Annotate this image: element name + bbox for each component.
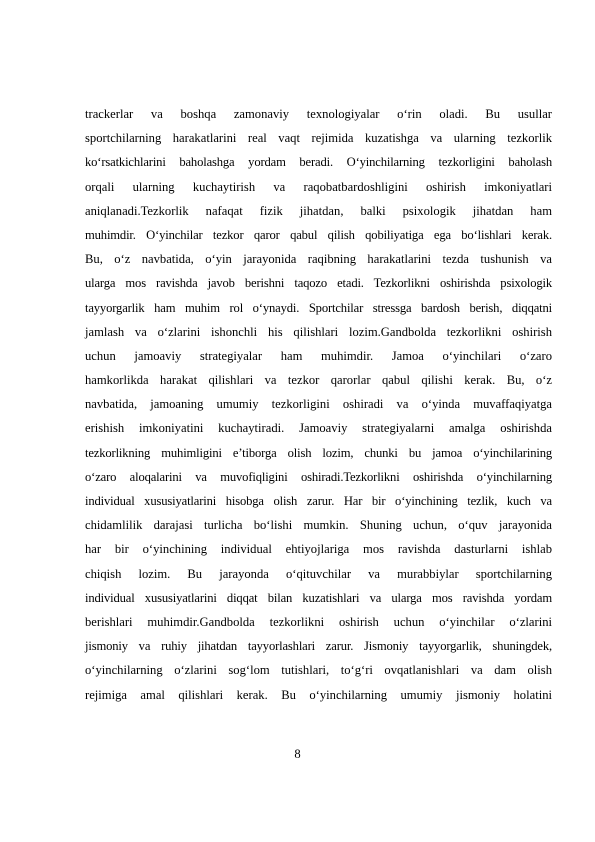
page-number: 8 [294,747,301,761]
text-line: aniqlanadi.Tezkorlik nafaqat fizik jihatdan, balki psixologik jihatdan ham [85,203,552,218]
text-line: orqali ularning kuchaytirish va raqobatbardoshligini oshirish imkoniyatlari [85,179,552,194]
text-line: tayyorgarlik ham muhim rol o‘ynaydi. Sportchilar stressga bardosh berish, diqqatni [85,300,552,315]
text-line: jismoniy va ruhiy jihatdan tayyorlashlari zarur. Jismoniy tayyorgarlik, shuningdek, [85,639,552,654]
text-line: chidamlilik darajasi turlicha bo‘lishi mumkin. Shuning uchun, o‘quv jarayonida [85,518,552,533]
text-line: ularga mos ravishda javob berishni taqozo etadi. Tezkorlikni oshirishda psixologik [85,276,552,291]
text-line: Bu, o‘z navbatida, o‘yin jarayonida raqibning harakatlarini tezda tushunish va [85,252,552,267]
text-line: individual xususiyatlarini hisobga olish zarur. Har bir o‘yinchining tezlik, kuch va [85,494,552,508]
text-line: erishish imkoniyatini kuchaytiradi. Jamoaviy strategiyalarni amalga oshirishda [85,421,552,436]
text-line: uchun jamoaviy strategiyalar ham muhimdir. Jamoa o‘yinchilari o‘zaro [85,348,552,363]
text-line: berishlari muhimdir.Gandbolda tezkorlikni oshirish uchun o‘yinchilar o‘zlarini [85,614,552,629]
text-line: ko‘rsatkichlarini baholashga yordam beradi. O‘yinchilarning tezkorligini baholash [85,155,552,170]
text-line: muhimdir. O‘yinchilar tezkor qaror qabul qilish qobiliyatiga ega bo‘lishlari kerak. [85,227,552,242]
body-paragraph [85,102,552,707]
text-line: hamkorlikda harakat qilishlari va tezkor qarorlar qabul qilishi kerak. Bu, o‘z [85,373,552,388]
text-line: tezkorlikning muhimligini e’tiborga olish lozim, chunki bu jamoa o‘yinchilarining [85,445,552,460]
text-line: individual xususiyatlarini diqqat bilan kuzatishlari va ularga mos ravishda yordam [85,590,552,605]
text-line: o‘yinchilarning o‘zlarini sog‘lom tutishlari, to‘g‘ri ovqatlanishlari va dam olish [85,663,552,678]
text-line: har bir o‘yinchining individual ehtiyojlariga mos ravishda dasturlarni ishlab [85,542,552,557]
text-line: o‘zaro aloqalarini va muvofiqligini oshiradi.Tezkorlikni oshirishda o‘yinchilarning [85,469,552,484]
text-line: sportchilarning harakatlarini real vaqt rejimida kuzatishga va ularning tezkorlik [85,131,552,146]
text-line: navbatida, jamoaning umumiy tezkorligini oshiradi va o‘yinda muvaffaqiyatga [85,397,552,412]
text-line: jamlash va o‘zlarini ishonchli his qilishlari lozim.Gandbolda tezkorlikni oshirish [85,324,552,339]
text-line: chiqish lozim. Bu jarayonda o‘qituvchilar va murabbiylar sportchilarning [85,566,552,581]
text-line: rejimiga amal qilishlari kerak. Bu o‘yinchilarning umumiy jismoniy holatini [85,687,552,702]
text-line: trackerlar va boshqa zamonaviy texnologiyalar o‘rin oladi. Bu usullar [85,107,552,121]
